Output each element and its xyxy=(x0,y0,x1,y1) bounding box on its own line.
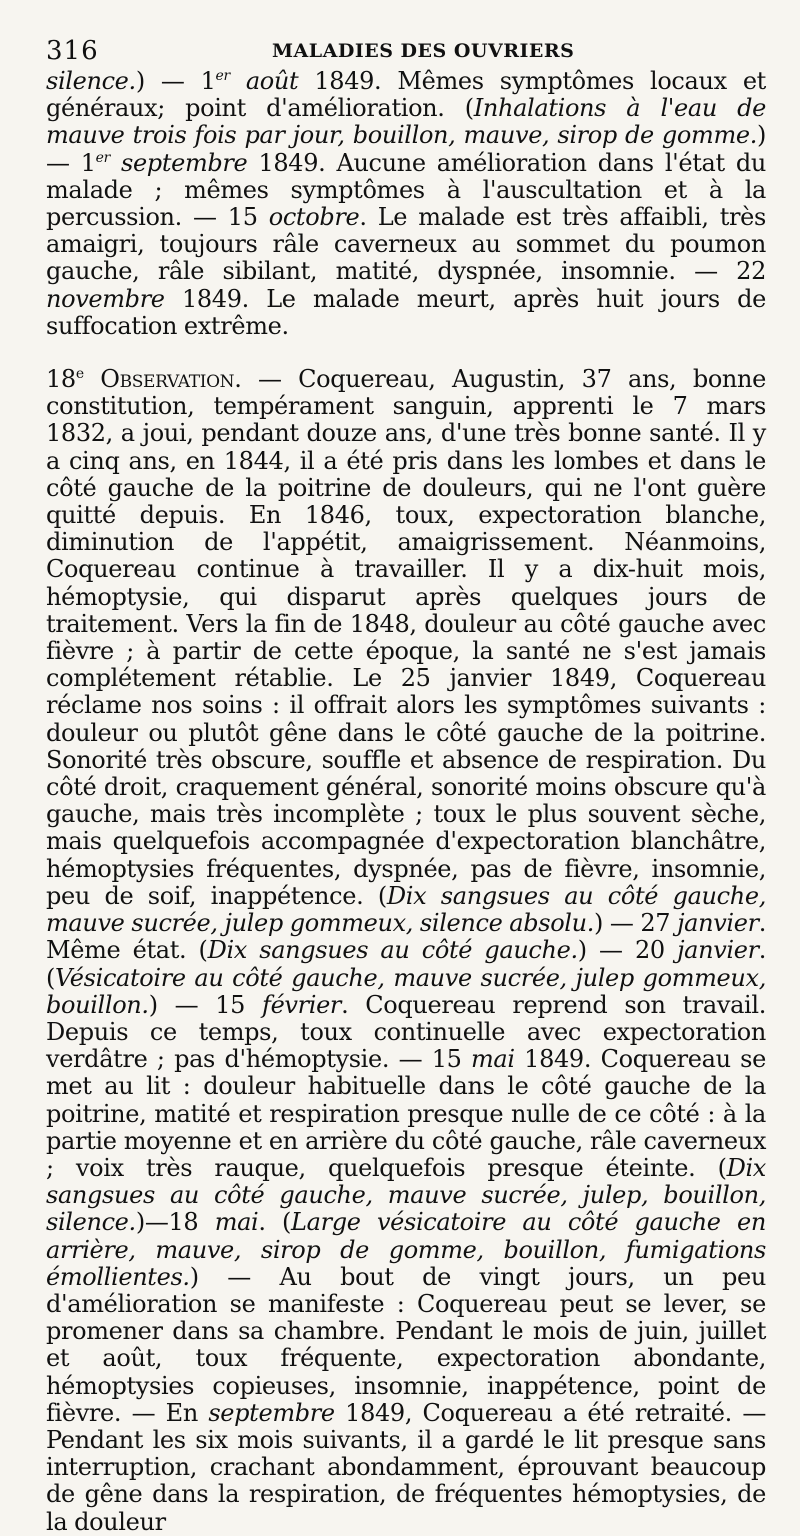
text-span: mai xyxy=(214,1208,259,1237)
text-span: silence. xyxy=(46,67,136,95)
text-span: septembre xyxy=(208,1398,335,1427)
text-span: Dix sangsues au côté gauche. xyxy=(207,936,578,965)
text-span: Inhalations à l'eau de mauve trois fois par jour, bouillon, mauve, sirop de gomme. xyxy=(46,94,766,150)
text-span: ) — xyxy=(135,67,201,95)
text-span: février xyxy=(262,990,342,1019)
text-span: . Coquereau reprend son travail. Depuis ce temps, toux continuelle avec expectoration verdâtre ; pas d'hémoptysie. — 15 xyxy=(46,990,766,1074)
running-head xyxy=(46,28,766,68)
text-span: ) — 15 xyxy=(148,990,263,1019)
text-span: . ( xyxy=(258,1208,292,1237)
text-span: . ( xyxy=(46,936,767,992)
text-span: septembre xyxy=(109,148,248,177)
text-span: 1849, Coquereau a été retraité. — Pendant les six mois suivants, il a gardé le lit presque sans interruption, crachant abondamment, éprouvant beaucoup de gêne dans la respiration, de fréquentes hémoptysies, de la douleur xyxy=(46,1398,766,1536)
text-span: ) — 27 xyxy=(594,909,678,938)
running-title: MALADIES DES OUVRIERS xyxy=(272,40,575,62)
text-span: Dix sangsues au côté gauche, mauve sucrée, julep, bouillon, silence. xyxy=(46,1153,766,1237)
text-span: 1849. Le malade meurt, après huit jours de suffocation extrême. xyxy=(46,284,766,340)
text-span: Vésicatoire au côté gauche, mauve sucrée, julep gommeux, bouillon. xyxy=(46,963,766,1019)
paragraph-observation-18 xyxy=(46,366,766,1536)
text-span: ) — 1 xyxy=(46,121,766,177)
text-span: janvier xyxy=(677,936,759,965)
text-span: )—18 xyxy=(135,1208,215,1237)
text-span: novembre xyxy=(46,284,165,313)
text-span: janvier xyxy=(677,909,759,938)
text-span: Dix sangsues au côté gauche, mauve sucrée, julep gommeux, silence absolu. xyxy=(46,881,766,938)
text-span: octobre xyxy=(268,203,360,232)
text-span: 1849. Mêmes symptômes locaux et généraux; point d'amélioration. ( xyxy=(46,67,766,123)
text-span: mai xyxy=(471,1045,515,1074)
text-span: er xyxy=(215,68,230,84)
text-span: 18 xyxy=(46,365,76,394)
text-span: août xyxy=(229,67,299,95)
paragraph-case-continuation xyxy=(46,68,766,340)
page-number: 316 xyxy=(46,36,99,66)
text-span: 1 xyxy=(200,67,216,95)
text-span: er xyxy=(95,149,110,166)
body-text xyxy=(46,68,766,1536)
text-span: ) — Au bout de vingt jours, un peu d'amélioration se manifeste : Coquereau peut se lever, se promener dans sa chambre. Pendant le mois de juin, juillet et août, toux fréquente, expectoration abondante, hémoptysies copieuses, insomnie, inappétence, point de fièvre. — En xyxy=(46,1262,766,1427)
text-span: . — Coquereau, Augustin, 37 ans, bonne constitution, tempérament sanguin, apprenti le 7 mars 1832, a joui, pendant douze ans, d'une très bonne santé. Il y a cinq ans, en 1844, il a été pris dans les lombes et dans le côté gauche de la poitrine de douleurs, qui ne l'ont guère quitté depuis. En 1846, toux, expectoration blanche, diminution de l'appétit, amaigrissement. Néanmoins, Coquereau continue à travailler. Il y a dix-huit mois, hémoptysie, qui disparut après quelques jours de traitement. Vers la fin de 1848, douleur au côté gauche avec fièvre ; à partir de cette époque, la santé ne s'est jamais complétement rétablie. Le 25 janvier 1849, Coquereau réclame nos soins : il offrait alors les symptômes suivants : douleur ou plutôt gêne dans le côté gauche de la poitrine. Sonorité très obscure, souffle et absence de respiration. Du côté droit, craquement général, sonorité moins obscure qu'à gauche, mais très incomplète ; toux le plus souvent sèche, mais quelquefois accompagnée d'expectoration blanchâtre, hémoptysies fréquentes, dyspnée, pas de fièvre, insomnie, peu de soif, inappétence. ( xyxy=(46,365,766,910)
text-span: . Le malade est très affaibli, très amaigri, toujours râle caverneux au sommet du poumon gauche, râle sibilant, matité, dyspnée, insomnie. — 22 xyxy=(46,203,766,286)
text-span: 1849. Aucune amélioration dans l'état du malade ; mêmes symptômes à l'auscultation et à la percussion. — 15 xyxy=(46,148,766,232)
text-span: 1849. Coquereau se met au lit : douleur habituelle dans le côté gauche de la poitrine, matité et respiration presque nulle de ce côté : à la partie moyenne et en arrière du côté gauche, râle caverneux ; voix très rauque, quelquefois presque éteinte. ( xyxy=(46,1045,766,1182)
text-span: ) — 20 xyxy=(577,936,678,965)
text-span: . Même état. ( xyxy=(46,909,767,965)
text-span: Large vésicatoire au côté gauche en arrière, mauve, sirop de gomme, bouillon, fumigations émollientes. xyxy=(46,1208,766,1291)
text-span: Observation xyxy=(83,365,235,394)
text-span: e xyxy=(75,366,84,383)
